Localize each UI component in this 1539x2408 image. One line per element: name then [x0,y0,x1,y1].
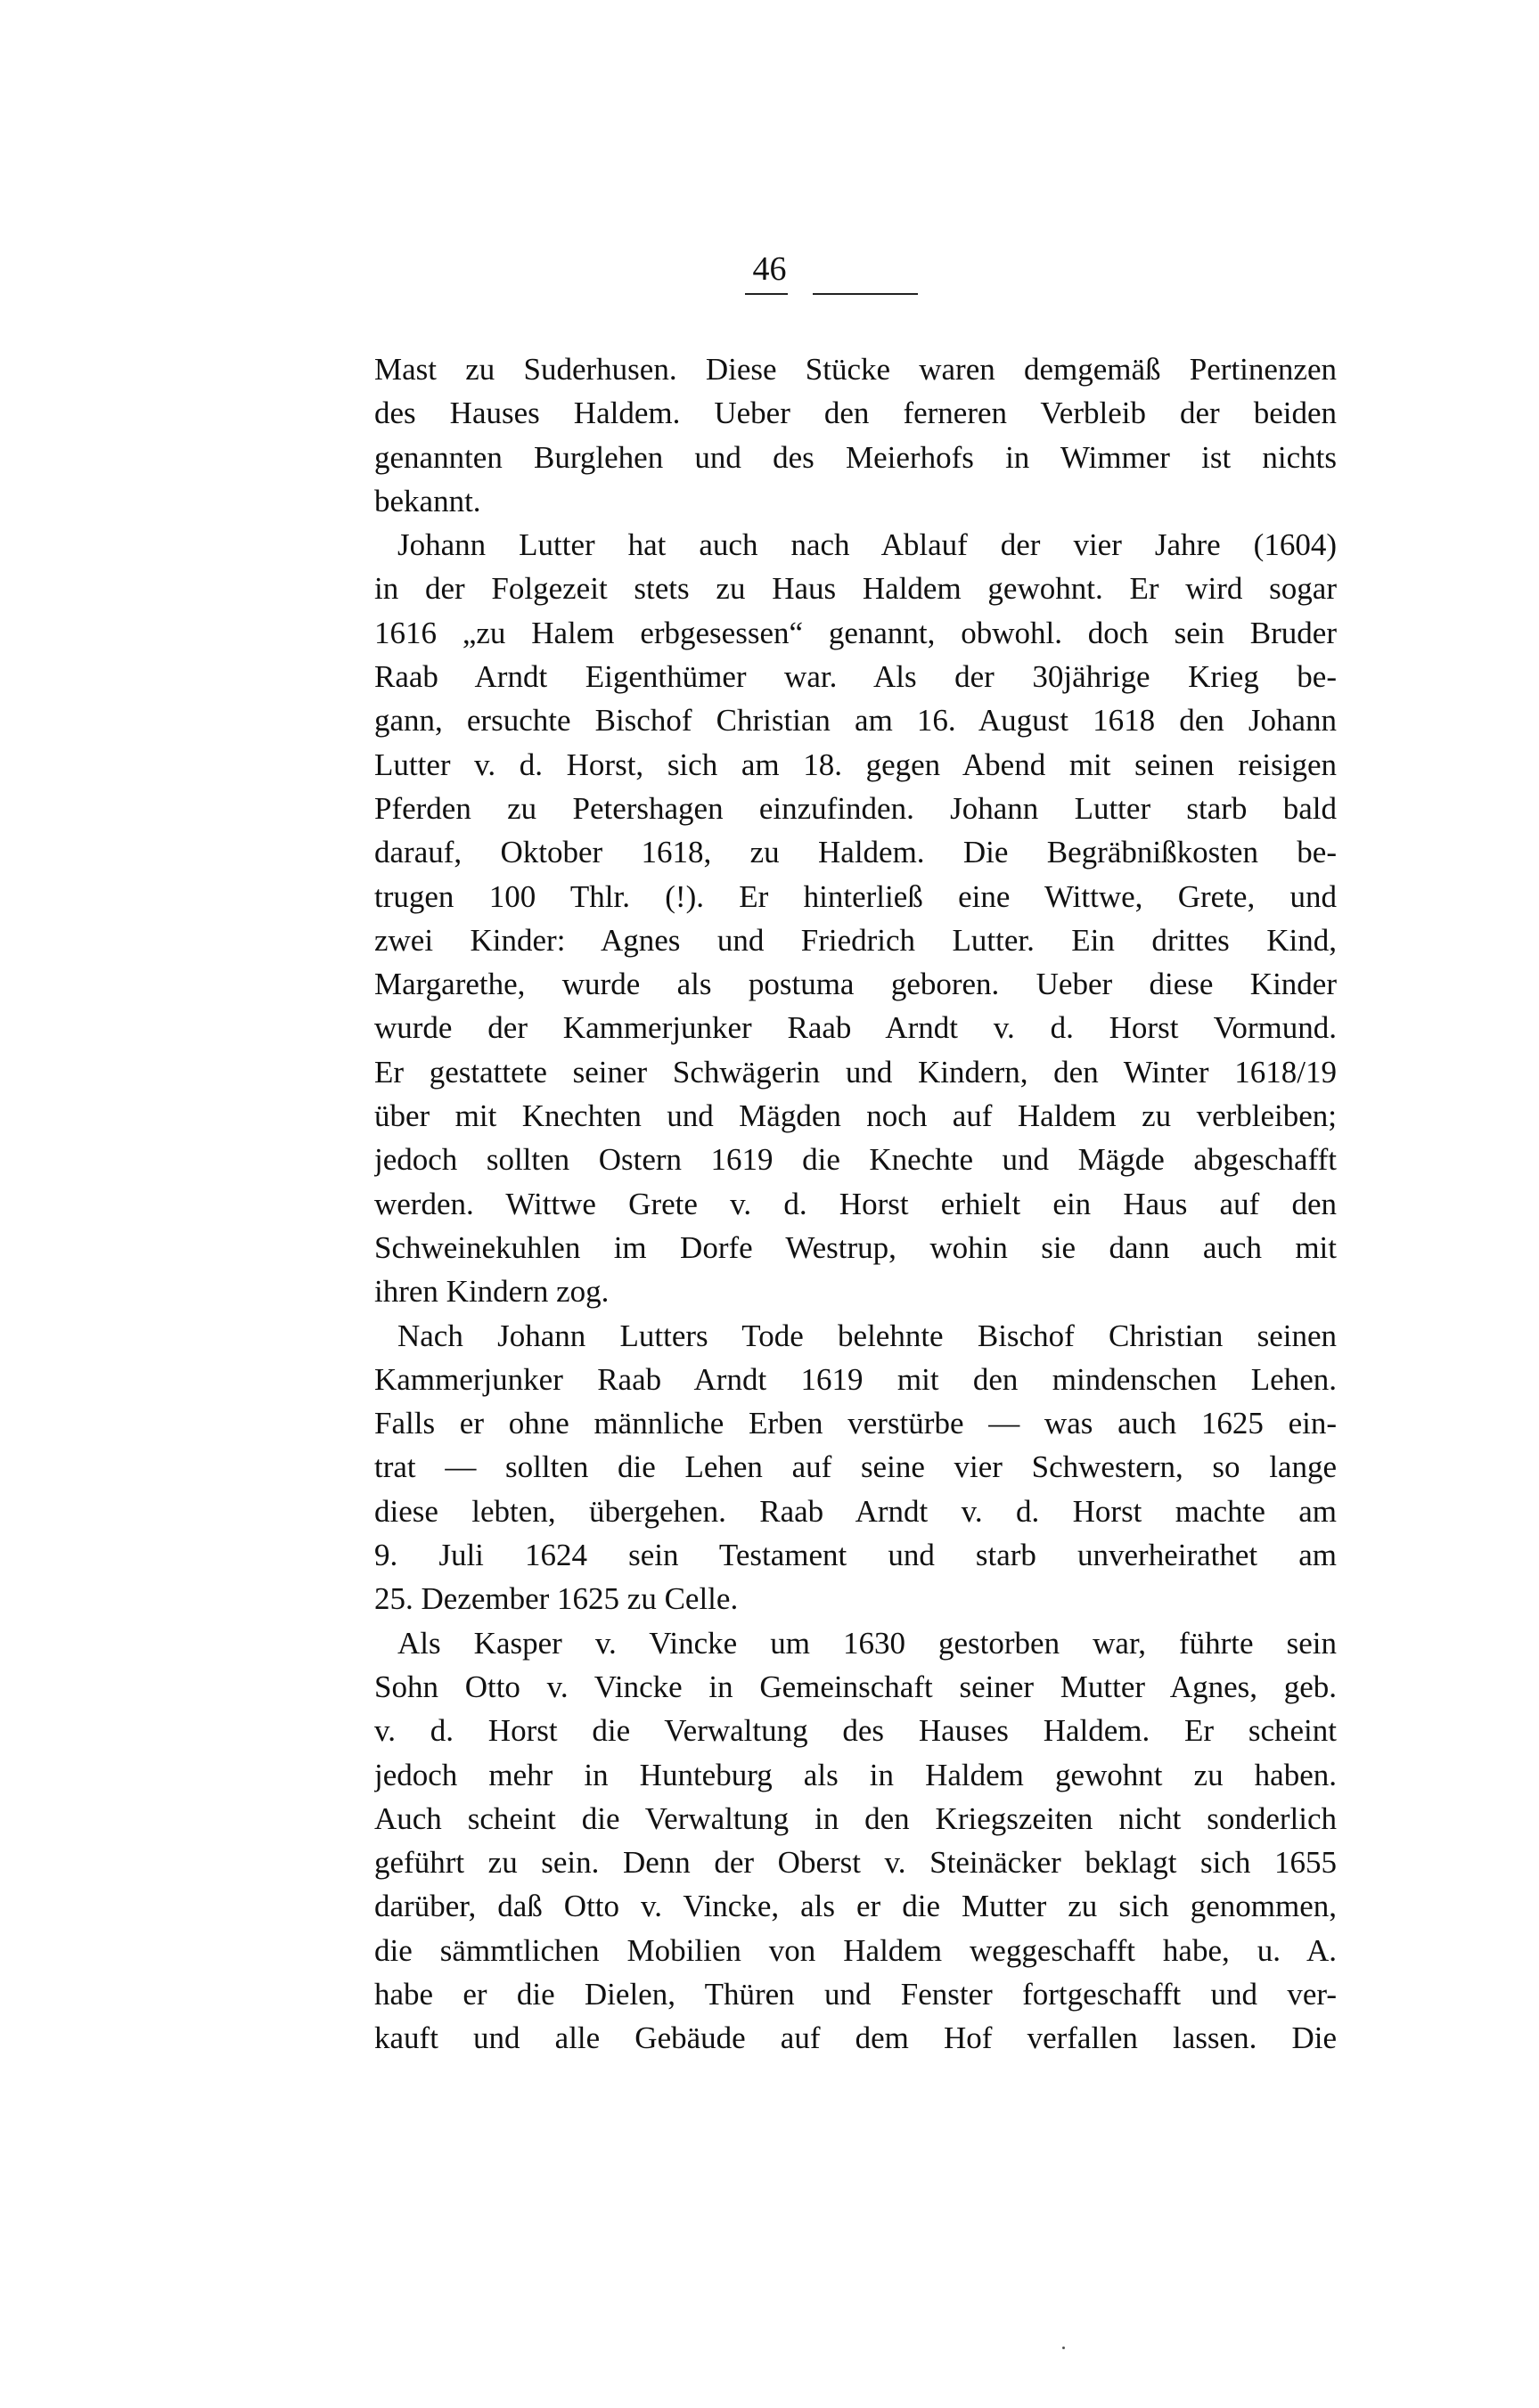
paragraph [374,1314,1337,1621]
paragraph [374,1621,1337,2061]
paragraph [374,523,1337,1313]
text-line: trat — sollten die Lehen auf seine vier Schwestern, so lange [374,1449,1337,1485]
text-line: Sohn Otto v. Vincke in Gemeinschaft seiner Mutter Agnes, geb. [374,1669,1337,1704]
text-line: ihren Kindern zog. [374,1274,610,1310]
text-line: Margarethe, wurde als postuma geboren. Ueber diese Kinder [374,967,1337,1002]
text-line: Pferden zu Petershagen einzufinden. Johann Lutter starb bald [374,790,1337,826]
text-line: gann, ersuchte Bischof Christian am 16. August 1618 den Johann [374,703,1337,739]
text-line: kauft und alle Gebäude auf dem Hof verfallen lassen. Die [374,2020,1337,2056]
header-rule-right [813,293,918,295]
text-line: geführt zu sein. Denn der Oberst v. Steinäcker beklagt sich 1655 [374,1845,1337,1881]
text-line: Lutter v. d. Horst, sich am 18. gegen Abend mit seinen reisigen [374,747,1337,782]
header-rule-left [745,293,788,295]
text-line: Raab Arndt Eigenthümer war. Als der 30jährige Krieg be- [374,659,1337,695]
text-line: die sämmtlichen Mobilien von Haldem weggeschafft habe, u. A. [374,1932,1337,1968]
text-line: genannten Burglehen und des Meierhofs in Wimmer ist nichts [374,439,1337,475]
text-line: wurde der Kammerjunker Raab Arndt v. d. Horst Vormund. [374,1010,1337,1046]
text-line: 9. Juli 1624 sein Testament und starb unverheirathet am [374,1538,1337,1573]
text-line: habe er die Dielen, Thüren und Fenster fortgeschafft und ver- [374,1976,1337,2012]
text-line: zwei Kinder: Agnes und Friedrich Lutter. Ein drittes Kind, [374,922,1337,958]
text-line: v. d. Horst die Verwaltung des Hauses Haldem. Er scheint [374,1713,1337,1749]
scan-speck [1062,2347,1065,2349]
text-line: darüber, daß Otto v. Vincke, als er die Mutter zu sich genommen, [374,1889,1337,1924]
text-line: jedoch mehr in Hunteburg als in Haldem gewohnt zu haben. [374,1757,1337,1792]
text-line: jedoch sollten Ostern 1619 die Knechte und Mägde abgeschafft [374,1142,1337,1178]
text-line: Als Kasper v. Vincke um 1630 gestorben war, führte sein [397,1625,1337,1661]
text-line: diese lebten, übergehen. Raab Arndt v. d. Horst machte am [374,1493,1337,1529]
text-line: darauf, Oktober 1618, zu Haldem. Die Begräbnißkosten be- [374,835,1337,870]
text-line: bekannt. [374,483,481,518]
text-line: Falls er ohne männliche Erben verstürbe — was auch 1625 ein- [374,1406,1337,1441]
text-line: trugen 100 Thlr. (!). Er hinterließ eine Wittwe, Grete, und [374,878,1337,914]
page-number: 46 [752,250,787,288]
text-line: werden. Wittwe Grete v. d. Horst erhielt ein Haus auf den [374,1186,1337,1221]
text-line: Er gestattete seiner Schwägerin und Kindern, den Winter 1618/19 [374,1054,1337,1090]
text-line: 25. Dezember 1625 zu Celle. [374,1581,739,1617]
text-line: Schweinekuhlen im Dorfe Westrup, wohin sie dann auch mit [374,1229,1337,1265]
paragraph [374,347,1337,523]
text-line: Kammerjunker Raab Arndt 1619 mit den mindenschen Lehen. [374,1361,1337,1397]
text-line: in der Folgezeit stets zu Haus Haldem gewohnt. Er wird sogar [374,571,1337,607]
text-line: über mit Knechten und Mägden noch auf Haldem zu verbleiben; [374,1098,1337,1134]
text-line: des Hauses Haldem. Ueber den ferneren Verbleib der beiden [374,396,1337,431]
text-line: Auch scheint die Verwaltung in den Kriegszeiten nicht sonderlich [374,1800,1337,1836]
text-line: Nach Johann Lutters Tode belehnte Bischof Christian seinen [397,1318,1337,1353]
text-line: 1616 „zu Halem erbgesessen“ genannt, obwohl. doch sein Bruder [374,615,1337,650]
body-text [374,347,1337,2061]
text-line: Johann Lutter hat auch nach Ablauf der vier Jahre (1604) [397,527,1337,563]
text-line: Mast zu Suderhusen. Diese Stücke waren demgemäß Pertinenzen [374,352,1337,387]
